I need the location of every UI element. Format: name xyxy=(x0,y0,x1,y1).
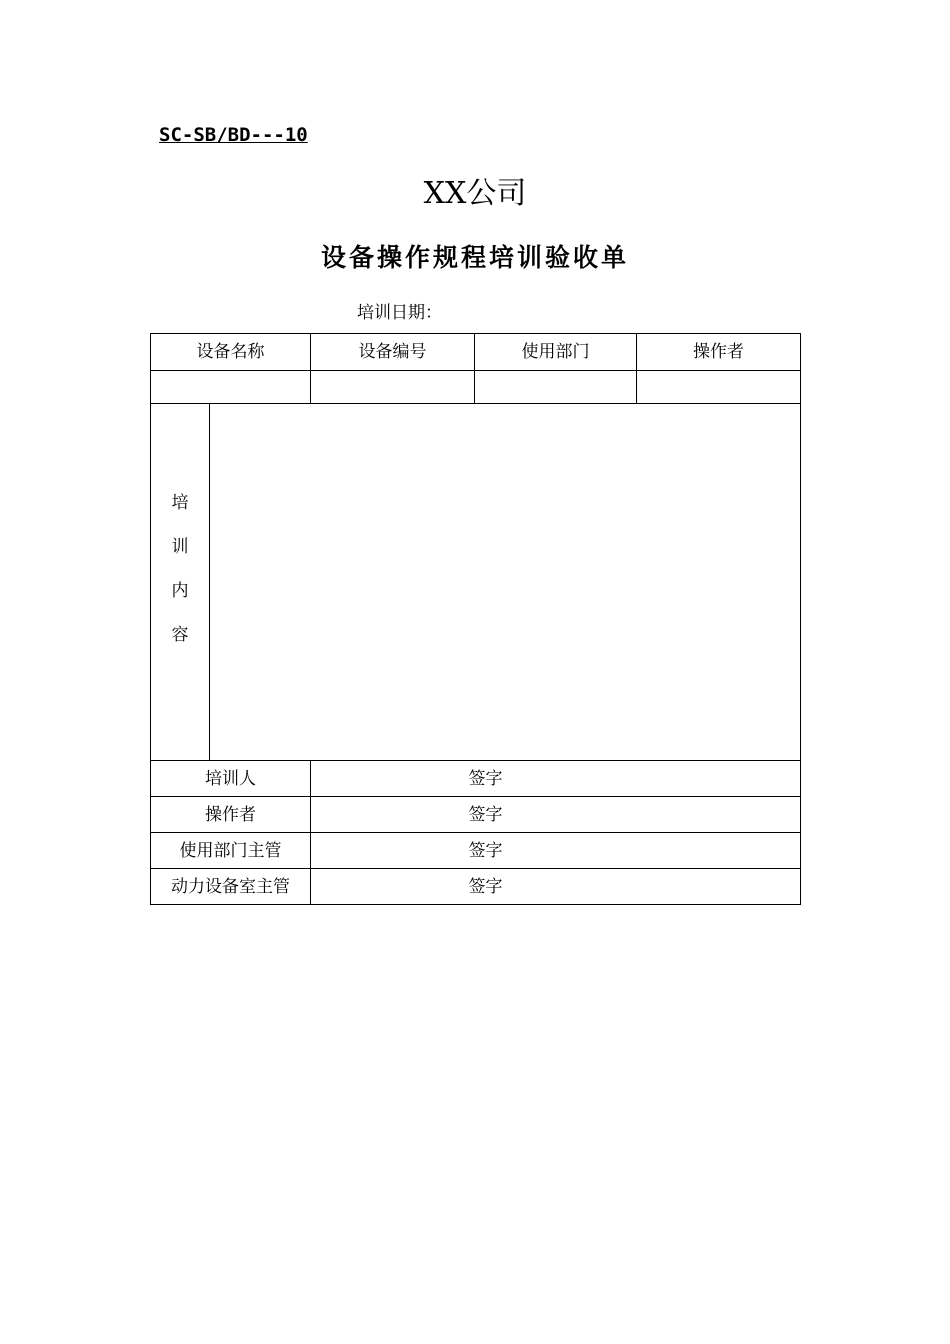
acceptance-form-table xyxy=(150,333,801,905)
header-row xyxy=(151,334,801,371)
header-operator: 操作者 xyxy=(637,334,801,371)
header-equipment-number: 设备编号 xyxy=(311,334,475,371)
training-content-row xyxy=(151,404,801,761)
training-date-label: 培训日期： xyxy=(357,303,442,323)
role-label: 培训人 xyxy=(151,761,311,797)
signature-field[interactable]: 签字 xyxy=(311,869,801,905)
content-label-char: 容 xyxy=(171,625,189,645)
department-field[interactable] xyxy=(475,371,637,404)
content-label-char: 培 xyxy=(171,493,189,513)
signature-field[interactable]: 签字 xyxy=(311,761,801,797)
training-content-field[interactable] xyxy=(210,404,801,761)
equipment-number-field[interactable] xyxy=(311,371,475,404)
signature-field[interactable]: 签字 xyxy=(311,797,801,833)
form-title: 设备操作规程培训验收单 xyxy=(320,243,629,272)
sign-row-power-supervisor xyxy=(151,869,801,905)
equipment-name-field[interactable] xyxy=(151,371,311,404)
role-label: 操作者 xyxy=(151,797,311,833)
content-label-char: 训 xyxy=(171,537,189,557)
sign-row-operator xyxy=(151,797,801,833)
role-label: 动力设备室主管 xyxy=(151,869,311,905)
document-code: SC-SB/BD---10 xyxy=(159,124,308,146)
content-label-char: 内 xyxy=(171,581,189,601)
header-department: 使用部门 xyxy=(475,334,637,371)
company-name: XX公司 xyxy=(423,176,527,211)
role-label: 使用部门主管 xyxy=(151,833,311,869)
sign-row-trainer xyxy=(151,761,801,797)
signature-field[interactable]: 签字 xyxy=(311,833,801,869)
equipment-value-row xyxy=(151,371,801,404)
training-content-label xyxy=(151,404,210,761)
operator-field[interactable] xyxy=(637,371,801,404)
header-equipment-name: 设备名称 xyxy=(151,334,311,371)
sign-row-dept-supervisor xyxy=(151,833,801,869)
